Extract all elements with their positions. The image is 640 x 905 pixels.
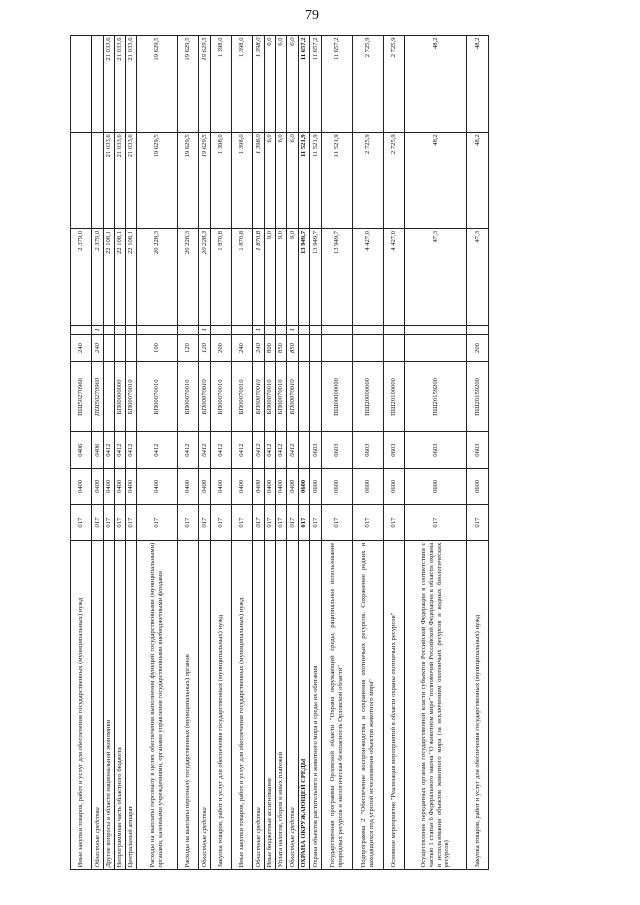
row-name: Областные средства [92,541,104,870]
value-year-2: 6,0 [276,132,287,229]
value-year-3: 1 398,0 [211,36,232,133]
col-vr: 240 [232,334,253,362]
col-csr: БП00070010 [211,362,232,432]
col-csr: БП00070010 [178,362,199,432]
row-name: Подпрограмма 2 "Обеспечение воспроизводства и сохранения охотничьих ресурсов. Сохранение редких и находящихся под угрозой исчезновения объектов животного мира" [353,541,384,870]
col-vr: 200 [467,334,489,362]
col-mark [104,326,115,334]
col-pr: 0412 [211,432,232,468]
row-name: Областные средства [253,541,265,870]
col-pr: 0603 [310,432,322,468]
col-mark [126,326,137,334]
col-csr: БП00000000 [115,362,126,432]
col-gr: 017 [137,505,178,541]
col-pr: 0412 [287,432,299,468]
col-rz: 0400 [253,468,265,504]
value-year-3: 48,2 [467,36,489,133]
col-rz: 0400 [104,468,115,504]
col-rz: 0400 [211,468,232,504]
value-year-3: 6,0 [287,36,299,133]
col-mark [211,326,232,334]
value-year-1: 1 870,8 [232,229,253,326]
col-rz: 0600 [353,468,384,504]
col-csr: БП00070010 [287,362,299,432]
value-year-1: 9,0 [276,229,287,326]
col-vr: 100 [137,334,178,362]
col-vr [104,334,115,362]
value-year-1: 20 228,3 [178,229,199,326]
row-name: Расходы на выплаты персоналу в целях обеспечения выполнения функций государственными (муниципальными) органами, казенными учреждениями, органами управления государственными внебюджетными фондами [137,541,178,870]
value-year-2: 2 725,9 [353,132,384,229]
col-gr: 017 [287,505,299,541]
col-gr: 017 [384,505,405,541]
col-gr: 017 [299,505,310,541]
value-year-1: 22 108,1 [104,229,115,326]
value-year-1: 22 108,1 [126,229,137,326]
table-row [299,36,310,870]
col-csr: БП00070010 [126,362,137,432]
col-gr: 017 [265,505,276,541]
col-gr: 017 [310,505,322,541]
row-name: Иные бюджетные ассигнования [265,541,276,870]
col-rz: 0400 [287,468,299,504]
col-pr: 0412 [232,432,253,468]
table-row [104,36,115,870]
value-year-3: 6,0 [276,36,287,133]
value-year-2: 2 725,9 [384,132,405,229]
col-vr: 850 [287,334,299,362]
col-pr: 0412 [115,432,126,468]
col-vr [310,334,322,362]
row-name: Иные закупки товаров, работ и услуг для обеспечения государственных (муниципальных) нужд [232,541,253,870]
col-rz: 0400 [178,468,199,504]
value-year-1: 13 949,7 [322,229,353,326]
value-year-1: 2 379,0 [92,229,104,326]
col-csr: ПШ20159200 [467,362,489,432]
value-year-1: 20 228,3 [137,229,178,326]
col-pr [299,432,310,468]
col-csr [104,362,115,432]
row-name: Уплата налогов, сборов и иных платежей [276,541,287,870]
row-name: Другие вопросы в области национальной экономики [104,541,115,870]
col-pr: 0406 [71,432,92,468]
row-name: Расходы на выплаты персоналу государственных (муниципальных) органов [178,541,199,870]
col-vr [353,334,384,362]
value-year-2 [71,132,92,229]
value-year-2: 11 521,9 [299,132,310,229]
col-mark [467,326,489,334]
col-csr: БП00070010 [265,362,276,432]
col-csr: БП00070010 [199,362,211,432]
value-year-1: 9,0 [265,229,276,326]
row-name: Областные средства [287,541,299,870]
value-year-2: 19 629,5 [137,132,178,229]
value-year-3: 6,0 [265,36,276,133]
col-gr: 017 [276,505,287,541]
table-row [253,36,265,870]
col-gr: 017 [115,505,126,541]
col-mark [322,326,353,334]
col-gr: 017 [178,505,199,541]
col-gr: 017 [322,505,353,541]
col-mark [276,326,287,334]
row-name: Областные средства [199,541,211,870]
col-csr: ПШ20000000 [353,362,384,432]
value-year-1: 47,3 [405,229,467,326]
value-year-1: 20 228,3 [199,229,211,326]
value-year-2: 6,0 [287,132,299,229]
col-mark [405,326,467,334]
table-row [115,36,126,870]
col-mark [310,326,322,334]
col-csr: БП00070010 [276,362,287,432]
row-name: Основное мероприятие "Реализация мероприятий в области охраны охотничьих ресурсов" [384,541,405,870]
col-csr: ПШ50270960 [92,362,104,432]
value-year-2: 1 398,0 [253,132,265,229]
value-year-3: 19 629,5 [178,36,199,133]
value-year-2: 1 398,0 [232,132,253,229]
table-body [71,36,489,870]
value-year-3: 11 657,2 [310,36,322,133]
value-year-3 [92,36,104,133]
col-csr: БП00070010 [137,362,178,432]
value-year-2: 11 521,9 [310,132,322,229]
value-year-1: 4 427,0 [384,229,405,326]
col-vr: 240 [92,334,104,362]
col-pr: 0603 [384,432,405,468]
value-year-3: 21 033,6 [126,36,137,133]
col-vr [115,334,126,362]
col-pr: 0603 [405,432,467,468]
budget-table [70,35,489,870]
table-row [126,36,137,870]
col-rz: 0400 [115,468,126,504]
value-year-3: 48,2 [405,36,467,133]
col-rz: 0600 [467,468,489,504]
col-pr: 0412 [178,432,199,468]
col-csr: ПШ50270960 [71,362,92,432]
col-pr: 0412 [137,432,178,468]
col-mark [299,326,310,334]
value-year-2: 19 629,5 [199,132,211,229]
col-pr: 0603 [322,432,353,468]
col-pr: 0603 [353,432,384,468]
col-pr: 0412 [199,432,211,468]
table-row [71,36,92,870]
col-mark: 1 [287,326,299,334]
value-year-1: 1 870,8 [211,229,232,326]
table-row [310,36,322,870]
col-rz: 0400 [232,468,253,504]
col-mark [232,326,253,334]
col-rz: 0600 [299,468,310,504]
value-year-2: 1 398,0 [211,132,232,229]
col-csr: ПШ20100000 [384,362,405,432]
col-mark [353,326,384,334]
table-row [322,36,353,870]
value-year-2 [92,132,104,229]
col-rz: 0400 [92,468,104,504]
value-year-3: 21 033,6 [115,36,126,133]
value-year-2: 48,2 [467,132,489,229]
col-vr: 120 [178,334,199,362]
table-row [92,36,104,870]
col-pr: 0412 [104,432,115,468]
row-name: Центральный аппарат [126,541,137,870]
col-csr: БП00070010 [232,362,253,432]
col-mark: 1 [253,326,265,334]
col-csr [299,362,310,432]
table-row [178,36,199,870]
table-row [467,36,489,870]
col-gr: 017 [126,505,137,541]
col-rz: 0400 [71,468,92,504]
col-mark [115,326,126,334]
col-mark: 1 [199,326,211,334]
value-year-3: 2 725,9 [353,36,384,133]
value-year-3 [71,36,92,133]
row-name: Государственная программа Орловской области "Охрана окружающей среды, рациональное использование природных ресурсов и экологическая безопасность Орловской области" [322,541,353,870]
col-vr: 240 [71,334,92,362]
col-mark [178,326,199,334]
col-csr: ПШ20159200 [405,362,467,432]
col-rz: 0600 [322,468,353,504]
col-vr [384,334,405,362]
table-row [276,36,287,870]
col-vr [299,334,310,362]
col-gr: 017 [71,505,92,541]
value-year-1: 4 427,0 [353,229,384,326]
col-pr: 0603 [467,432,489,468]
col-rz: 0600 [310,468,322,504]
value-year-2: 6,0 [265,132,276,229]
table-row [405,36,467,870]
value-year-1: 13 949,7 [310,229,322,326]
col-gr: 017 [467,505,489,541]
col-rz: 0400 [265,468,276,504]
col-vr: 200 [211,334,232,362]
row-name: Осуществление переданных органам государственной власти субъектов Российской Федерации в соответствии с частью 1 статьи 6 Федерального закона "О животном мире" полномочий Российской Федерации в области охраны и использования объектов животного мира (за исключением охотничьих ресурсов и водных биологических ресурсов) [405,541,467,870]
value-year-1: 1 870,8 [253,229,265,326]
col-rz: 0600 [384,468,405,504]
col-gr: 017 [104,505,115,541]
col-pr: 0412 [276,432,287,468]
value-year-2: 11 521,9 [322,132,353,229]
col-mark [137,326,178,334]
col-vr [405,334,467,362]
value-year-3: 19 629,5 [137,36,178,133]
value-year-1: 2 379,0 [71,229,92,326]
table-row [353,36,384,870]
value-year-3: 2 725,9 [384,36,405,133]
value-year-1: 9,0 [287,229,299,326]
row-name: Закупка товаров, работ и услуг для обеспечения государственных (муниципальных) нужд [467,541,489,870]
col-pr: 0406 [92,432,104,468]
col-mark [265,326,276,334]
table-row [211,36,232,870]
col-gr: 017 [92,505,104,541]
col-vr: 240 [253,334,265,362]
rotated-table-container [70,35,489,870]
col-rz: 0400 [276,468,287,504]
col-csr: БП00070010 [253,362,265,432]
col-rz: 0400 [199,468,211,504]
value-year-1: 47,3 [467,229,489,326]
col-gr: 017 [253,505,265,541]
value-year-2: 21 033,6 [104,132,115,229]
col-gr: 017 [199,505,211,541]
row-name: Непрограммная часть областного бюджета [115,541,126,870]
value-year-3: 1 398,0 [253,36,265,133]
col-gr: 017 [211,505,232,541]
col-vr: 850 [276,334,287,362]
value-year-3: 1 398,0 [232,36,253,133]
col-pr: 0412 [265,432,276,468]
value-year-2: 21 033,6 [115,132,126,229]
table-row [384,36,405,870]
value-year-2: 19 629,5 [178,132,199,229]
row-name: Иные закупки товаров, работ и услуг для обеспечения государственных (муниципальных) нужд [71,541,92,870]
col-mark [71,326,92,334]
col-gr: 017 [232,505,253,541]
col-vr: 800 [265,334,276,362]
col-rz: 0400 [137,468,178,504]
row-name: Закупка товаров, работ и услуг для обеспечения государственных (муниципальных) нужд [211,541,232,870]
col-vr [126,334,137,362]
value-year-3: 21 033,6 [104,36,115,133]
table-row [199,36,211,870]
table-row [265,36,276,870]
value-year-3: 11 657,2 [299,36,310,133]
col-gr: 017 [405,505,467,541]
col-mark [384,326,405,334]
table-row [232,36,253,870]
col-pr: 0412 [253,432,265,468]
value-year-1: 13 949,7 [299,229,310,326]
value-year-2: 48,2 [405,132,467,229]
row-name: Охрана объектов растительного и животного мира и среды их обитания [310,541,322,870]
col-mark: 1 [92,326,104,334]
col-rz: 0400 [126,468,137,504]
table-row [137,36,178,870]
col-csr: ПШ00000000 [322,362,353,432]
col-rz: 0600 [405,468,467,504]
value-year-3: 11 657,2 [322,36,353,133]
col-csr [310,362,322,432]
value-year-3: 19 629,5 [199,36,211,133]
value-year-2: 21 033,6 [126,132,137,229]
row-name: ОХРАНА ОКРУЖАЮЩЕЙ СРЕДЫ [299,541,310,870]
page-number: 79 [305,8,319,23]
col-vr: 120 [199,334,211,362]
table-row [287,36,299,870]
col-gr: 017 [353,505,384,541]
value-year-1: 22 108,1 [115,229,126,326]
col-pr: 0412 [126,432,137,468]
col-vr [322,334,353,362]
